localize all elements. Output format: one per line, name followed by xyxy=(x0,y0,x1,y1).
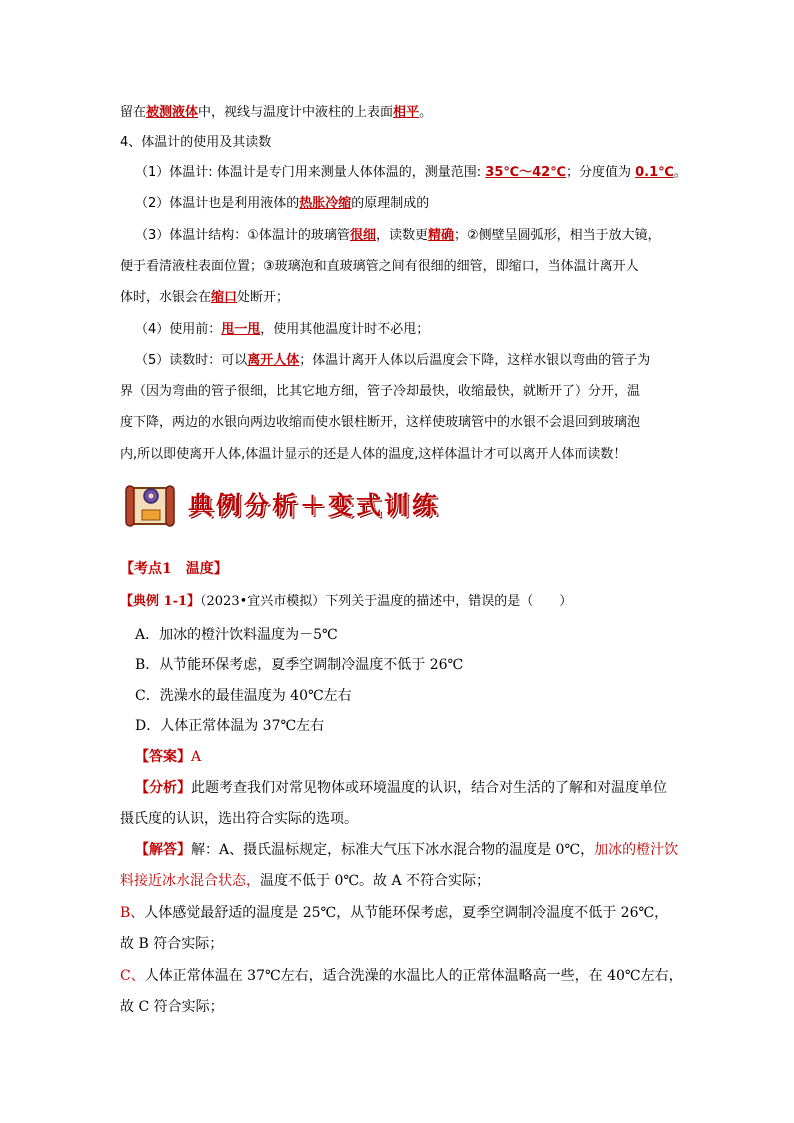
text: ；分度值为 xyxy=(565,165,636,180)
keyword: 离开人体 xyxy=(247,353,300,368)
keyword: 精确 xyxy=(427,228,454,243)
text: ；②侧壁呈圆弧形，相当于放大镜， xyxy=(453,228,661,243)
knowledge-item-1 xyxy=(135,164,687,182)
solution-line-b2: 故 B 符合实际； xyxy=(120,936,224,952)
text: ；体温计离开人体以后温度会下降，这样水银以弯曲的管子为 xyxy=(299,353,651,368)
keyword: 热胀冷缩 xyxy=(299,196,352,211)
knowledge-item-3-cont2 xyxy=(120,289,289,307)
question-stem xyxy=(120,593,572,611)
analysis-line-2: 摄氏度的认识，选出符合实际的选项。 xyxy=(120,811,358,827)
solution-text: 人体正常体温在 37℃左右，适合洗澡的水温比人的正常体温略高一些，在 40℃左右， xyxy=(144,968,683,984)
text: 留在 xyxy=(120,105,147,120)
text: （3）体温计结构：①体温计的玻璃管 xyxy=(135,228,350,243)
knowledge-item-5-cont: 界（因为弯曲的管子很细，比其它地方细，管子冷却最快，收缩最快，就断开了）分开，温 xyxy=(120,384,641,399)
keyword: 被测液体 xyxy=(146,105,199,120)
solution-tag: 【解答】 xyxy=(135,842,191,858)
option-letter: B、 xyxy=(120,905,145,921)
knowledge-item-5 xyxy=(135,352,650,370)
analysis-tag: 【分析】 xyxy=(135,780,191,796)
knowledge-item-5-cont2: 度下降，两边的水银向两边收缩而使水银柱断开，这样使玻璃管中的水银不会退回到玻璃泡 xyxy=(120,415,641,430)
analysis-text: 此题考查我们对常见物体或环境温度的认识，结合对生活的了解和对温度单位 xyxy=(191,780,667,796)
option-letter: C、 xyxy=(120,968,145,984)
text: （1）体温计: 体温计是专门用来测量人体体温的，测量范围: xyxy=(135,165,486,180)
knowledge-item-3 xyxy=(135,227,661,245)
keyword: 甩一甩 xyxy=(221,322,261,337)
section-heading-4: 4、体温计的使用及其读数 xyxy=(120,135,272,150)
text: ，读数更 xyxy=(375,228,428,243)
text: 。 xyxy=(419,105,433,120)
solution-line-c2: 故 C 符合实际； xyxy=(120,999,224,1015)
keyword: 缩口 xyxy=(211,290,238,305)
option-d: D．人体正常体温为 37℃左右 xyxy=(135,718,325,734)
text: 处断开； xyxy=(237,290,290,305)
solution-line-a2 xyxy=(120,872,490,890)
solution-line-b1 xyxy=(120,904,668,922)
exam-point-heading: 【考点1 温度】 xyxy=(120,561,228,577)
text: 体时，水银会在 xyxy=(120,290,212,305)
text: （4）使用前： xyxy=(135,322,222,337)
text: ，使用其他温度计时不必甩； xyxy=(260,322,430,337)
question-tag: 【典例 1-1】 xyxy=(120,594,201,609)
knowledge-item-5-cont3: 内,所以即使离开人体,体温计显示的还是人体的温度,这样体温计才可以离开人体而读数！ xyxy=(120,447,627,462)
keyword: 0.1℃ xyxy=(635,165,674,180)
answer-tag: 【答案】 xyxy=(135,749,191,765)
solution-highlight: 加冰的橙汁饮 xyxy=(594,842,679,858)
option-b: B．从节能环保考虑，夏季空调制冷温度不低于 26℃ xyxy=(135,657,464,673)
option-c: C．洗澡水的最佳温度为 40℃左右 xyxy=(135,688,352,704)
knowledge-item-2 xyxy=(135,195,429,213)
knowledge-item-4 xyxy=(135,321,429,339)
text: （2）体温计也是利用液体的 xyxy=(135,196,300,211)
keyword: 相平 xyxy=(393,105,420,120)
knowledge-item-3-cont: 便于看清液柱表面位置；③玻璃泡和直玻璃管之间有很细的细管，即缩口，当体温计离开人 xyxy=(120,259,639,274)
text: （5）读数时：可以 xyxy=(135,353,248,368)
text: 。 xyxy=(673,165,687,180)
solution-text: 温度不低于 0℃。故 A 不符合实际； xyxy=(260,873,491,889)
answer-value: A xyxy=(191,749,202,765)
solution-text: 人体感觉最舒适的温度是 25℃，从节能环保考虑，夏季空调制冷温度不低于 26℃， xyxy=(144,905,669,921)
knowledge-line-0 xyxy=(120,104,432,122)
answer-line xyxy=(135,748,201,766)
banner-title: 典例分析＋变式训练 xyxy=(188,491,441,520)
scroll-icon xyxy=(120,482,182,532)
question-text: （2023•宜兴市模拟）下列关于温度的描述中，错误的是（ ） xyxy=(200,594,573,609)
analysis-line-1 xyxy=(135,779,667,797)
solution-text: 解：A、摄氏温标规定，标准大气压下冰水混合物的温度是 0℃， xyxy=(191,842,595,858)
keyword: 35℃～42℃ xyxy=(485,165,566,180)
option-a: A．加冰的橙汁饮料温度为－5℃ xyxy=(135,627,338,643)
keyword: 很细 xyxy=(349,228,376,243)
section-banner xyxy=(120,482,470,532)
solution-line-a1 xyxy=(135,841,678,859)
solution-highlight: 料接近冰水混合状态， xyxy=(120,873,260,889)
text: 的原理制成的 xyxy=(351,196,430,211)
solution-line-c1 xyxy=(120,967,683,985)
text: 中，视线与温度计中液柱的上表面 xyxy=(198,105,394,120)
